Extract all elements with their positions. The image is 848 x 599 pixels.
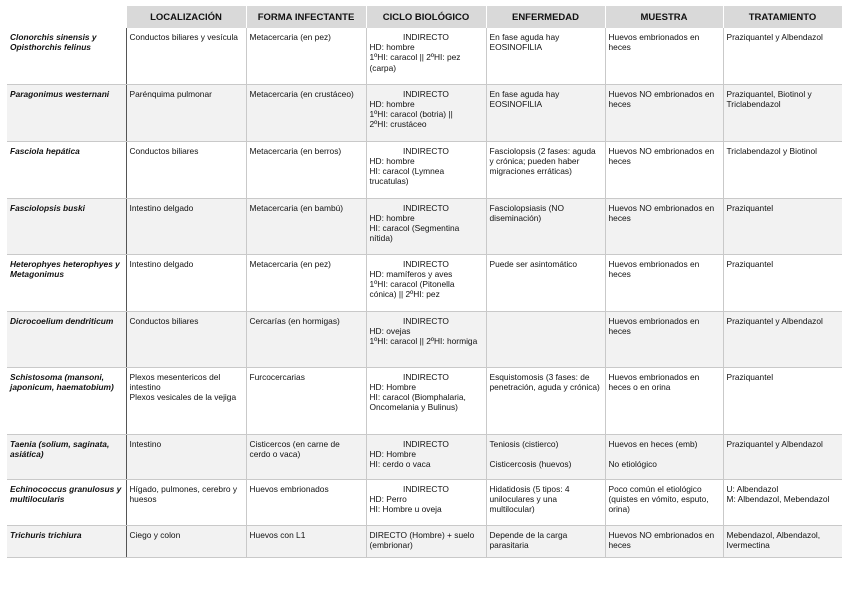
ciclo-detail: HD: ovejas 1ºHI: caracol || 2ºHI: hormiga (369, 325, 478, 346)
tratamiento-cell: Praziquantel y Albendazol (723, 311, 842, 367)
forma-cell: Furcocercarias (246, 367, 366, 434)
table-row (7, 479, 842, 525)
enfermedad-cell: Hidatidosis (5 tipos: 4 uniloculares y una multilocular) (486, 479, 605, 525)
localizacion-cell: Parénquima pulmonar (126, 84, 246, 141)
enfermedad-cell: Puede ser asintomático (486, 254, 605, 311)
table-row (7, 141, 842, 198)
enfermedad-cell (486, 434, 605, 479)
header-localizacion: LOCALIZACIÓN (126, 6, 246, 28)
ciclo-detail: HD: hombre 1ºHI: caracol || 2ºHI: pez (carpa) (369, 42, 461, 73)
ciclo-type: INDIRECTO (403, 32, 449, 42)
ciclo-type: INDIRECTO (403, 258, 449, 269)
muestra-cell: Huevos embrionados en heces (605, 28, 723, 84)
ciclo-type: INDIRECTO (403, 88, 449, 99)
table-row (7, 525, 842, 557)
localizacion-cell: Conductos biliares y vesícula (126, 28, 246, 84)
ciclo-detail: DIRECTO (Hombre) + suelo (embrionar) (369, 529, 475, 550)
table-row (7, 367, 842, 434)
tratamiento-cell: Praziquantel (723, 367, 842, 434)
forma-cell: Metacercaria (en pez) (246, 28, 366, 84)
table-row (7, 434, 842, 479)
enfermedad-line: Cisticercosis (huevos) (489, 458, 572, 469)
forma-cell: Huevos embrionados (246, 479, 366, 525)
muestra-line: No etiológico (608, 458, 657, 469)
ciclo-cell (366, 525, 486, 557)
table-row (7, 28, 842, 84)
ciclo-detail: HD: mamíferos y aves 1ºHI: caracol (Pitonella cónica) || 2ºHI: pez (369, 268, 455, 300)
parasite-name: Schistosoma (mansoni, japonicum, haematobium) (7, 367, 126, 434)
localizacion-cell: Intestino delgado (126, 254, 246, 311)
table-row (7, 198, 842, 254)
forma-cell: Metacercaria (en berros) (246, 141, 366, 198)
parasite-name: Taenia (solium, saginata, asiática) (7, 434, 126, 479)
enfermedad-cell (486, 311, 605, 367)
ciclo-type: INDIRECTO (403, 315, 449, 326)
ciclo-cell (366, 141, 486, 198)
muestra-cell (605, 434, 723, 479)
tratamiento-cell: Praziquantel (723, 254, 842, 311)
ciclo-detail: HD: hombre HI: caracol (Lymnea trucatulas) (369, 155, 445, 187)
muestra-cell: Huevos embrionados en heces (605, 254, 723, 311)
parasite-name: Echinococcus granulosus y multilocularis (7, 479, 126, 525)
enfermedad-line: Teniosis (cistierco) (489, 438, 559, 449)
table-row (7, 84, 842, 141)
parasite-table (7, 6, 843, 558)
ciclo-cell (366, 367, 486, 434)
ciclo-cell (366, 434, 486, 479)
tratamiento-cell: Praziquantel y Albendazol (723, 28, 842, 84)
muestra-cell: Huevos embrionados en heces (605, 311, 723, 367)
tratamiento-cell: Praziquantel y Albendazol (723, 434, 842, 479)
localizacion-cell: Intestino delgado (126, 198, 246, 254)
localizacion-cell: Conductos biliares (126, 311, 246, 367)
ciclo-type: INDIRECTO (403, 202, 449, 213)
parasite-name: Fasciolopsis buski (7, 198, 126, 254)
ciclo-type: INDIRECTO (403, 438, 449, 449)
ciclo-cell (366, 311, 486, 367)
muestra-cell: Huevos NO embrionados en heces (605, 525, 723, 557)
parasite-name: Trichuris trichiura (7, 525, 126, 557)
forma-cell: Cisticercos (en carne de cerdo o vaca) (246, 434, 366, 479)
ciclo-detail: HD: Hombre HI: caracol (Biomphalaria, Oncomelania y Bulinus) (369, 381, 466, 413)
muestra-cell: Huevos NO embrionados en heces (605, 198, 723, 254)
muestra-cell: Huevos NO embrionados en heces (605, 141, 723, 198)
header-forma-infectante: FORMA INFECTANTE (246, 6, 366, 28)
header-row (7, 6, 842, 28)
muestra-cell: Huevos NO embrionados en heces (605, 84, 723, 141)
ciclo-detail: HD: hombre 1ºHI: caracol (botria) || 2ºHI: crustáceo (369, 98, 453, 130)
ciclo-cell (366, 254, 486, 311)
forma-cell: Metacercaria (en bambú) (246, 198, 366, 254)
forma-cell: Huevos con L1 (246, 525, 366, 557)
header-muestra: MUESTRA (605, 6, 723, 28)
ciclo-type: INDIRECTO (403, 371, 449, 382)
enfermedad-cell: Esquistomosis (3 fases: de penetración, aguda y crónica) (486, 367, 605, 434)
parasite-name: Fasciola hepática (7, 141, 126, 198)
parasite-name: Dicrocoelium dendriticum (7, 311, 126, 367)
tratamiento-cell: Praziquantel, Biotinol y Triclabendazol (723, 84, 842, 141)
forma-cell: Metacercaria (en crustáceo) (246, 84, 366, 141)
tratamiento-cell: Praziquantel (723, 198, 842, 254)
muestra-cell: Huevos embrionados en heces o en orina (605, 367, 723, 434)
enfermedad-cell: Fasciolopsiasis (NO diseminación) (486, 198, 605, 254)
localizacion-cell: Ciego y colon (126, 525, 246, 557)
ciclo-type: INDIRECTO (403, 145, 449, 156)
muestra-cell: Poco común el etiológico (quistes en vómito, esputo, orina) (605, 479, 723, 525)
ciclo-detail: HD: hombre HI: caracol (Segmentina nítida) (369, 212, 460, 244)
header-enfermedad: ENFERMEDAD (486, 6, 605, 28)
ciclo-detail: HD: Perro HI: Hombre u oveja (369, 493, 442, 514)
parasite-name: Paragonimus westernani (7, 84, 126, 141)
localizacion-cell: Plexos mesentericos del intestino Plexos vesicales de la vejiga (126, 367, 246, 434)
parasite-name: Heterophyes heterophyes y Metagonimus (7, 254, 126, 311)
header-tratamiento: TRATAMIENTO (723, 6, 842, 28)
tratamiento-cell: U: Albendazol M: Albendazol, Mebendazol (723, 479, 842, 525)
enfermedad-cell: Depende de la carga parasitaria (486, 525, 605, 557)
forma-cell: Cercarías (en hormigas) (246, 311, 366, 367)
ciclo-cell (366, 28, 486, 84)
table-row (7, 254, 842, 311)
ciclo-type: INDIRECTO (403, 483, 449, 494)
enfermedad-cell: Fasciolopsis (2 fases: aguda y crónica; pueden haber migraciones erráticas) (486, 141, 605, 198)
muestra-line: Huevos en heces (emb) (608, 438, 698, 449)
header-ciclo-biologico: CICLO BIOLÓGICO (366, 6, 486, 28)
localizacion-cell: Conductos biliares (126, 141, 246, 198)
localizacion-cell: Intestino (126, 434, 246, 479)
forma-cell: Metacercaria (en pez) (246, 254, 366, 311)
ciclo-cell (366, 198, 486, 254)
tratamiento-cell: Triclabendazol y Biotinol (723, 141, 842, 198)
header-blank (7, 6, 126, 28)
localizacion-cell: Hígado, pulmones, cerebro y huesos (126, 479, 246, 525)
ciclo-cell (366, 84, 486, 141)
parasite-name: Clonorchis sinensis y Opisthorchis felinus (7, 28, 126, 84)
enfermedad-cell: En fase aguda hay EOSINOFILIA (486, 84, 605, 141)
ciclo-cell (366, 479, 486, 525)
enfermedad-cell: En fase aguda hay EOSINOFILIA (486, 28, 605, 84)
ciclo-detail: HD: Hombre HI: cerdo o vaca (369, 448, 431, 469)
tratamiento-cell: Mebendazol, Albendazol, Ivermectina (723, 525, 842, 557)
table-row (7, 311, 842, 367)
